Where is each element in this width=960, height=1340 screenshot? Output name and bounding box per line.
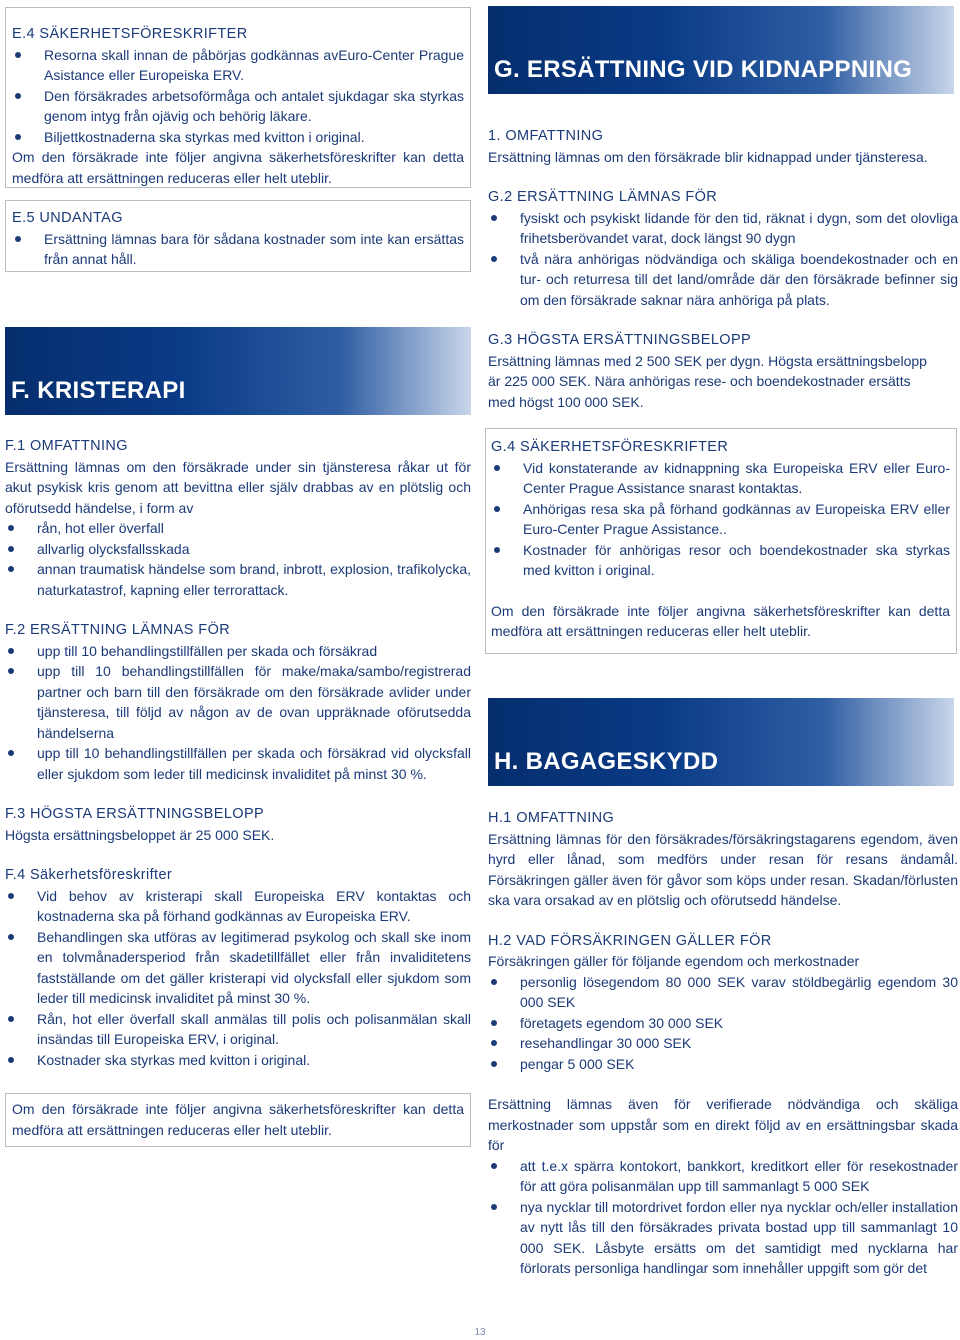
list-item: Ersättning lämnas bara för sådana kostnader som inte kan ersättas från annat håll. [12, 229, 464, 270]
list-item: Vid behov av kristerapi skall Europeiska ERV kontaktas och kostnaderna ska på förhand godkännas av Europeiska ERV. [5, 886, 471, 927]
list-item: Den försäkrades arbetsoförmåga och antalet sjukdagar ska styrkas genom intyg från ojävig och behörig läkare. [12, 86, 464, 127]
section-f3-heading: F.3 HÖGSTA ERSÄTTNINGSBELOPP [5, 806, 265, 822]
section-h2-list [488, 972, 958, 1075]
section-f4-footer: Om den försäkrade inte följer angivna säkerhetsföreskrifter kan detta medföra att ersättningen reduceras eller helt uteblir. [12, 1101, 464, 1138]
section-g4-footer: Om den försäkrade inte följer angivna säkerhetsföreskrifter kan detta medföra att ersättningen reduceras eller helt uteblir. [491, 602, 950, 639]
list-item: två nära anhörigas nödvändiga och skäliga boendekostnader och en tur- och returresa till det land/område där den försäkrade befinner sig om den försäkrade saknar nära anhöriga på plats. [488, 249, 958, 311]
list-item: Kostnader ska styrkas med kvitton i original. [5, 1050, 471, 1071]
section-e4-list [12, 45, 464, 148]
section-g3-heading: G.3 HÖGSTA ERSÄTTNINGSBELOPP [488, 332, 752, 348]
list-item: upp till 10 behandlingstillfällen per skada och försäkrad [5, 641, 471, 662]
section-g4-box [485, 428, 957, 654]
section-e5-heading: E.5 UNDANTAG [12, 210, 123, 226]
list-item: företagets egendom 30 000 SEK [488, 1013, 958, 1034]
section-f4-heading: F.4 Säkerhetsföreskrifter [5, 867, 173, 883]
section-g4-list [491, 458, 950, 581]
page-number: 13 [474, 1327, 486, 1338]
list-item: Rån, hot eller överfall skall anmälas till polis och polisanmälan skall insändas till Europeiska ERV, i original. [5, 1009, 471, 1050]
section-f3-text: Högsta ersättningsbeloppet är 25 000 SEK. [5, 826, 275, 843]
section-f1-list [5, 518, 471, 600]
section-f-banner [5, 327, 471, 415]
section-g-banner [488, 6, 954, 94]
list-item: nya nycklar till motordrivet fordon eller nya nycklar och/eller installation av nytt lås till den försäkrades privata bostad upp till sammanlagt 10 000 SEK. Låsbyte ersätts om det samtidigt med nycklarna har förlorats personliga handlingar som innehåller uppgift som gör det [488, 1197, 958, 1279]
section-g1-heading: 1. OMFATTNING [488, 128, 604, 144]
section-g1-text: Ersättning lämnas om den försäkrade blir kidnappad under tjänsteresa. [488, 148, 928, 165]
section-g-body [488, 126, 958, 412]
list-item: Vid konstaterande av kidnappning ska Europeiska ERV eller Euro-Center Prague Assistance snarast kontaktas. [491, 458, 950, 499]
section-g4-heading: G.4 SÄKERHETSFÖRESKRIFTER [491, 439, 729, 455]
section-f4-footer-box [5, 1093, 471, 1147]
section-e4-box [5, 7, 471, 188]
section-g-title: G. ERSÄTTNING VID KIDNAPPNING [494, 55, 913, 83]
section-h-body [488, 808, 958, 1279]
list-item: Anhörigas resa ska på förhand godkännas av Europeiska ERV eller Euro-Center Prague Assistance.. [491, 499, 950, 540]
section-h-banner [488, 698, 954, 786]
section-g2-list [488, 208, 958, 311]
list-item: Biljettkostnaderna ska styrkas med kvitton i original. [12, 127, 464, 148]
list-item: Behandlingen ska utföras av legitimerad psykolog och skall ske inom en tolvmånadersperiod från skadetillfället eller från invaliditetens fastställande om det gäller kristerapi vid olycksfall eller sjukdom som leder till medicinsk invaliditet på minst 30 %. [5, 927, 471, 1009]
list-item: fysiskt och psykiskt lidande för den tid, räknat i dygn, som det olovliga frihetsberövandet varat, dock längst 90 dygn [488, 208, 958, 249]
section-f1-heading: F.1 OMFATTNING [5, 438, 128, 454]
section-g2-heading: G.2 ERSÄTTNING LÄMNAS FÖR [488, 189, 718, 205]
list-item: pengar 5 000 SEK [488, 1054, 958, 1075]
section-e5-list [12, 229, 464, 270]
list-item: att t.e.x spärra kontokort, bankkort, kreditkort eller för resekostnader för att göra polisanmälan upp till sammanlagt 5 000 SEK [488, 1156, 958, 1197]
list-item: annan traumatisk händelse som brand, inbrott, explosion, trafikolycka, naturkatastrof, kapning eller terrorattack. [5, 559, 471, 600]
section-f2-list [5, 641, 471, 785]
section-f2-heading: F.2 ERSÄTTNING LÄMNAS FÖR [5, 622, 231, 638]
section-h-title: H. BAGAGESKYDD [494, 747, 719, 775]
section-f1-intro: Ersättning lämnas om den försäkrade under sin tjänsteresa råkar ut för akut psykisk kris genom att bevittna eller själv drabbas av en plötslig och oförutsedd händelse, i form av [5, 458, 471, 516]
list-item: Kostnader för anhörigas resor och boendekostnader ska styrkas med kvitton i original. [491, 540, 950, 581]
section-f-body [5, 436, 471, 1070]
section-h1-heading: H.1 OMFATTNING [488, 810, 615, 826]
list-item: personlig lösegendom 80 000 SEK varav stöldbegärlig egendom 30 000 SEK [488, 972, 958, 1013]
section-f4-list [5, 886, 471, 1071]
list-item: upp till 10 behandlingstillfällen för make/maka/sambo/registrerad partner och barn till den försäkrade om den försäkrade avlider under tjänsteresa, till följd av någon av de ovan uppräknade oförutsedda händelserna [5, 661, 471, 743]
list-item: allvarlig olycksfallsskada [5, 539, 471, 560]
section-g3-text: Ersättning lämnas med 2 500 SEK per dygn. Högsta ersättningsbelopp är 225 000 SEK. Nära anhörigas rese- och boendekostnader ersätts med högst 100 000 SEK. [488, 352, 927, 410]
section-h2-intro: Försäkringen gäller för följande egendom och merkostnader [488, 953, 860, 969]
section-e5-box [5, 200, 471, 272]
section-e4-heading: E.4 SÄKERHETSFÖRESKRIFTER [12, 26, 248, 42]
list-item: Resorna skall innan de påbörjas godkännas avEuro-Center Prague Asistance eller Europeiska ERV. [12, 45, 464, 86]
section-h2-heading: H.2 VAD FÖRSÄKRINGEN GÄLLER FÖR [488, 932, 772, 949]
list-item: rån, hot eller överfall [5, 518, 471, 539]
list-item: resehandlingar 30 000 SEK [488, 1033, 958, 1054]
section-h2-extra-list [488, 1156, 958, 1279]
list-item: upp till 10 behandlingstillfällen per skada och försäkrad vid olycksfall eller sjukdom som leder till medicinsk invaliditet på minst 30 %. [5, 743, 471, 784]
section-f-title: F. KRISTERAPI [11, 376, 186, 404]
section-h1-text: Ersättning lämnas för den försäkrades/försäkringstagarens egendom, även hyrd eller lånad, som medförs under resan för resans ändamål. Försäkringen gäller även för gåvor som köps under resan. Skadan/förlusten ska vara orsakad av en plötslig och oförutsedd händelse. [488, 830, 958, 908]
section-e4-footer: Om den försäkrade inte följer angivna säkerhetsföreskrifter kan detta medföra att ersättningen reduceras eller helt uteblir. [12, 149, 464, 186]
section-h2-extra: Ersättning lämnas även för verifierade nödvändiga och skäliga merkostnader som uppstår som en direkt följd av en ersättningsbar skada för [488, 1096, 958, 1153]
